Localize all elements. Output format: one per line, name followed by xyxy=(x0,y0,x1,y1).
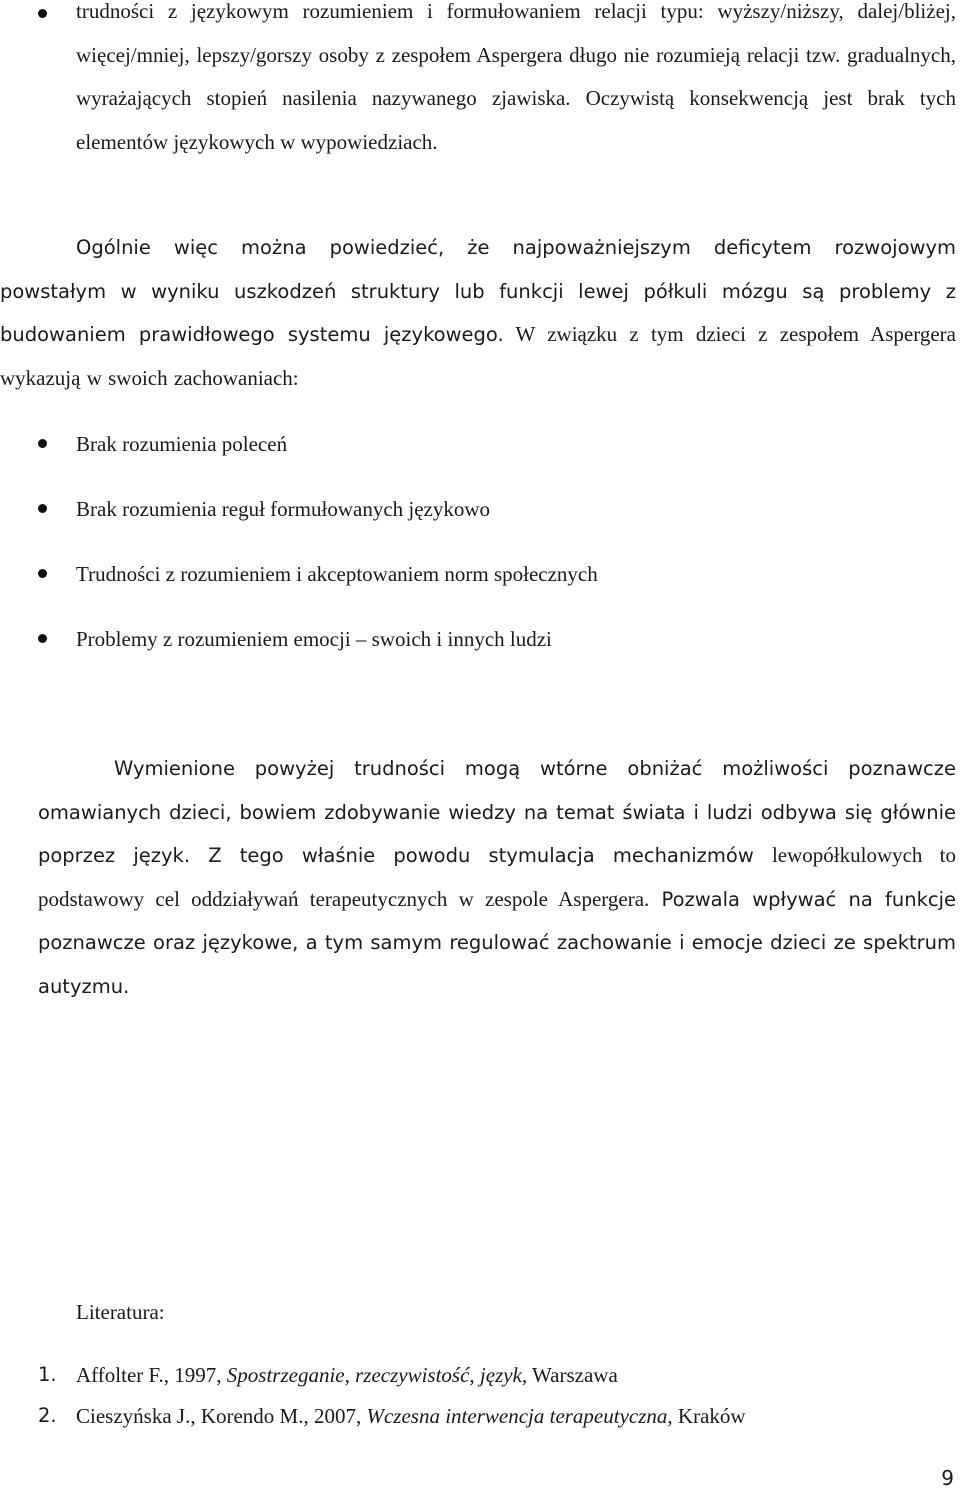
continued-bullet-text: trudności z językowym rozumieniem i formułowaniem relacji typu: wyższy/niższy, dalej/bliżej, więcej/mniej, lepszy/gorszy osoby z zespołem Aspergera długo nie rozumieją relacji tzw. gradualnych, wyrażających stopień nasilenia nazywanego zjawiska. Oczywistą konsekwencją jest brak tych elementów językowych w wypowiedziach. xyxy=(76,0,956,154)
bullet-dot xyxy=(38,9,47,18)
reference-title: Wczesna interwencja terapeutyczna, xyxy=(366,1404,673,1428)
list-item xyxy=(0,554,960,619)
page-number: 9 xyxy=(941,1466,954,1490)
paragraph-deficit-part1: Ogólnie więc można powiedzieć, że najpoważniejszym deficytem rozwojowym powstałym w wyniku uszkodzeń struktury lub funkcji lewej półkuli mózgu są problemy z budowaniem prawidłowego systemu językowego. xyxy=(0,236,956,346)
reference-item xyxy=(38,1358,938,1399)
reference-body xyxy=(76,1358,618,1392)
behavior-list xyxy=(0,424,960,684)
paragraph-therapy-part1: Wymienione powyżej trudności mogą wtórne obniżać możliwości poznawcze omawianych dzieci, bowiem zdobywanie wiedzy na temat świata i ludzi odbywa się głównie poprzez język. Z tego właśnie powodu stymulacja mechanizmów xyxy=(38,757,956,867)
list-item xyxy=(0,619,960,684)
list-item-text: Trudności z rozumieniem i akceptowaniem norm społecznych xyxy=(76,562,598,586)
reference-item xyxy=(38,1399,938,1440)
bullet-dot xyxy=(38,634,47,643)
paragraph-therapy xyxy=(38,747,956,1008)
reference-author: Affolter F., 1997, xyxy=(76,1363,227,1387)
paragraph-deficit-part2: W związku z tym dzieci z zespołem Aspergera wykazują w swoich zachowaniach: xyxy=(0,322,956,390)
bullet-dot xyxy=(38,439,47,448)
paragraph-deficit xyxy=(0,226,956,400)
reference-number: 1. xyxy=(38,1363,57,1386)
list-item-text: Brak rozumienia reguł formułowanych językowo xyxy=(76,497,491,521)
reference-publisher: Kraków xyxy=(672,1404,746,1428)
list-item-text: Problemy z rozumieniem emocji – swoich i innych ludzi xyxy=(76,627,552,651)
reference-number: 2. xyxy=(38,1404,57,1427)
reference-author: Cieszyńska J., Korendo M., 2007, xyxy=(76,1404,367,1428)
list-item-text: Brak rozumienia poleceń xyxy=(76,432,288,456)
paragraph-therapy-part2: lewopółkulowych to podstawowy cel oddziaływań terapeutycznych w zespole Aspergera. xyxy=(38,843,956,911)
paragraph-therapy-part3: Pozwala wpływać na funkcje poznawcze oraz językowe, a tym samym regulować zachowanie i emocje dzieci ze spektrum autyzmu. xyxy=(38,887,956,998)
reference-body xyxy=(76,1399,746,1433)
bullet-dot xyxy=(38,569,47,578)
literature-heading: Literatura: xyxy=(76,1300,165,1324)
list-item xyxy=(0,489,960,554)
reference-title: Spostrzeganie, rzeczywistość, język xyxy=(226,1363,522,1387)
list-item xyxy=(0,424,960,489)
bullet-dot xyxy=(38,504,47,513)
reference-publisher: , Warszawa xyxy=(521,1363,618,1387)
reference-list xyxy=(38,1358,938,1440)
